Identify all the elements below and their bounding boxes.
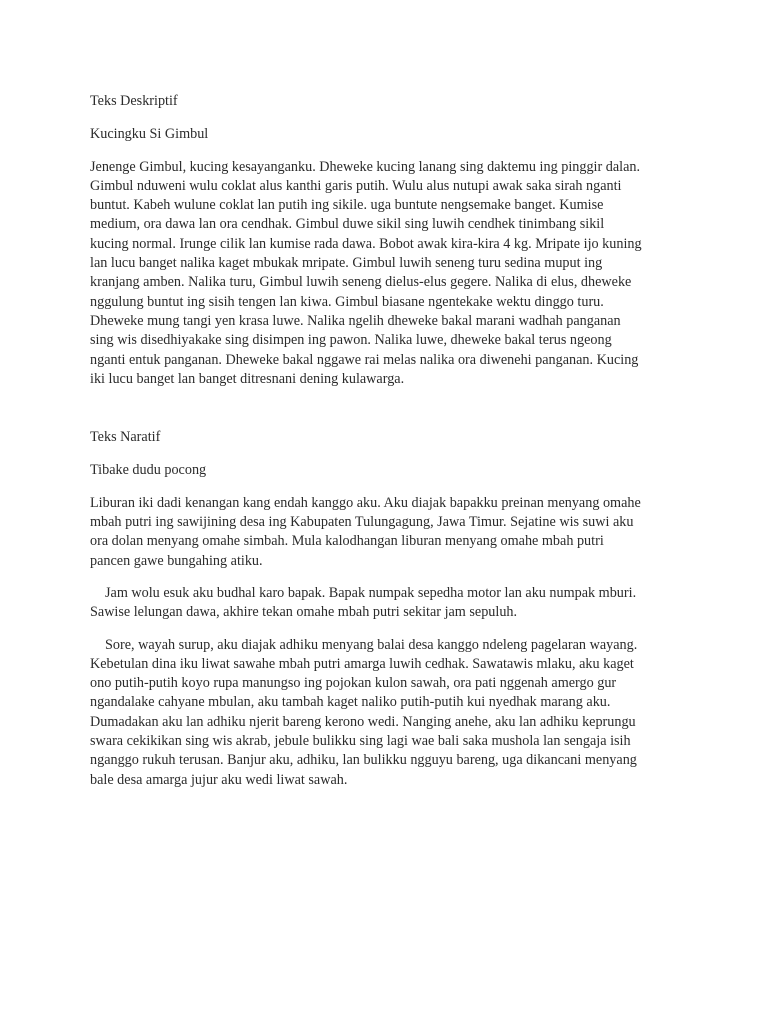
document-page [90,92,680,803]
text-line: ngandalake cahyane mbulan, aku tambah kaget naliko putih-putih kui nyedhak marang aku. [90,694,611,711]
text-line: Kebetulan dina iku liwat sawahe mbah putri amarga luwih cedhak. Sawatawis mlaku, aku kaget [90,655,634,672]
text-line: Liburan iki dadi kenangan kang endah kanggo aku. Aku diajak bapakku preinan menyang omahe [90,494,641,511]
text-line: Dumadakan aku lan adhiku njerit bareng kerono wedi. Nanging anehe, aku lan adhiku keprungu [90,713,636,730]
text-line: nganggo rukuh terusan. Banjur aku, adhiku, lan bulikku ngguyu bareng, uga dikancani menyang [90,752,637,769]
text-line: nganti entuk panganan. Dheweke bakal nggawe rai melas nalika ora diwenehi panganan. Kucing [90,351,639,368]
paragraph [90,158,680,390]
section-heading: Teks Naratif [90,429,161,446]
text-line: Jam wolu esuk aku budhal karo bapak. Bapak numpak sepedha motor lan aku numpak mburi. [105,584,637,601]
section-subtitle: Kucingku Si Gimbul [90,126,209,143]
paragraph [90,494,680,571]
section-heading: Teks Deskriptif [90,93,178,109]
text-line: Gimbul nduweni wulu coklat alus kanthi garis putih. Wulu alus nutupi awak saka sirah nganti [90,177,622,194]
section-subtitle: Tibake dudu pocong [90,462,207,479]
text-line: Dheweke mung tangi yen krasa luwe. Nalika ngelih dheweke bakal marani wadhah panganan [90,312,621,329]
text-line: mbah putri ing sawijining desa ing Kabupaten Tulungagung, Jawa Timur. Sejatine wis suwi aku [90,514,634,531]
text-line: Sawise lelungan dawa, akhire tekan omahe mbah putri sekitar jam sepuluh. [90,604,518,621]
text-line: kranjang amben. Nalika turu, Gimbul luwih seneng dielus-elus gegere. Nalika di elus, dheweke [90,274,632,291]
text-line: ora dolan menyang omahe simbah. Mula kalodhangan liburan menyang omahe mbah putri [90,533,604,550]
text-line: iki lucu banget lan banget ditresnani dening kulawarga. [90,370,405,387]
section-narrative [90,428,680,790]
text-line: lan lucu banget nalika kaget mbukak mripate. Gimbul luwih seneng turu sedina muput ing [90,255,603,272]
text-line: Sore, wayah surup, aku diajak adhiku menyang balai desa kanggo ndeleng pagelaran wayang. [105,636,638,653]
text-line: Jenenge Gimbul, kucing kesayanganku. Dheweke kucing lanang sing daktemu ing pinggir dalan. [90,158,641,175]
paragraph [90,636,680,790]
text-line: medium, ora dawa lan ora cendhak. Gimbul duwe sikil sing luwih cendhek tinimbang sikil [90,216,605,233]
text-line: swara cekikikan sing wis akrab, jebule bulikku sing lagi wae bali saka mushola lan sengaja isih [90,733,631,750]
paragraph [90,584,680,623]
text-line: pancen gawe bungahing atiku. [90,552,263,569]
text-line: bale desa amarga jujur aku wedi liwat sawah. [90,771,348,788]
text-line: kucing normal. Irunge cilik lan kumise rada dawa. Bobot awak kira-kira 4 kg. Mripate ijo kuning [90,235,642,252]
section-descriptive [90,92,680,389]
text-line: sing wis disedhiyakake sing disimpen ing pawon. Nalika luwe, dheweke bakal terus ngeong [90,332,612,349]
section-spacer [90,402,680,428]
text-line: ono putih-putih koyo rupa manungso ing pojokan kulon sawah, ora pati nggenah amergo gur [90,675,617,692]
text-line: nggulung buntut ing sisih tengen lan kiwa. Gimbul biasane ngentekake wektu dinggo turu. [90,293,604,310]
text-line: buntut. Kabeh wulune coklat lan putih ing sikile. uga buntute nengsemake banget. Kumise [90,197,604,214]
